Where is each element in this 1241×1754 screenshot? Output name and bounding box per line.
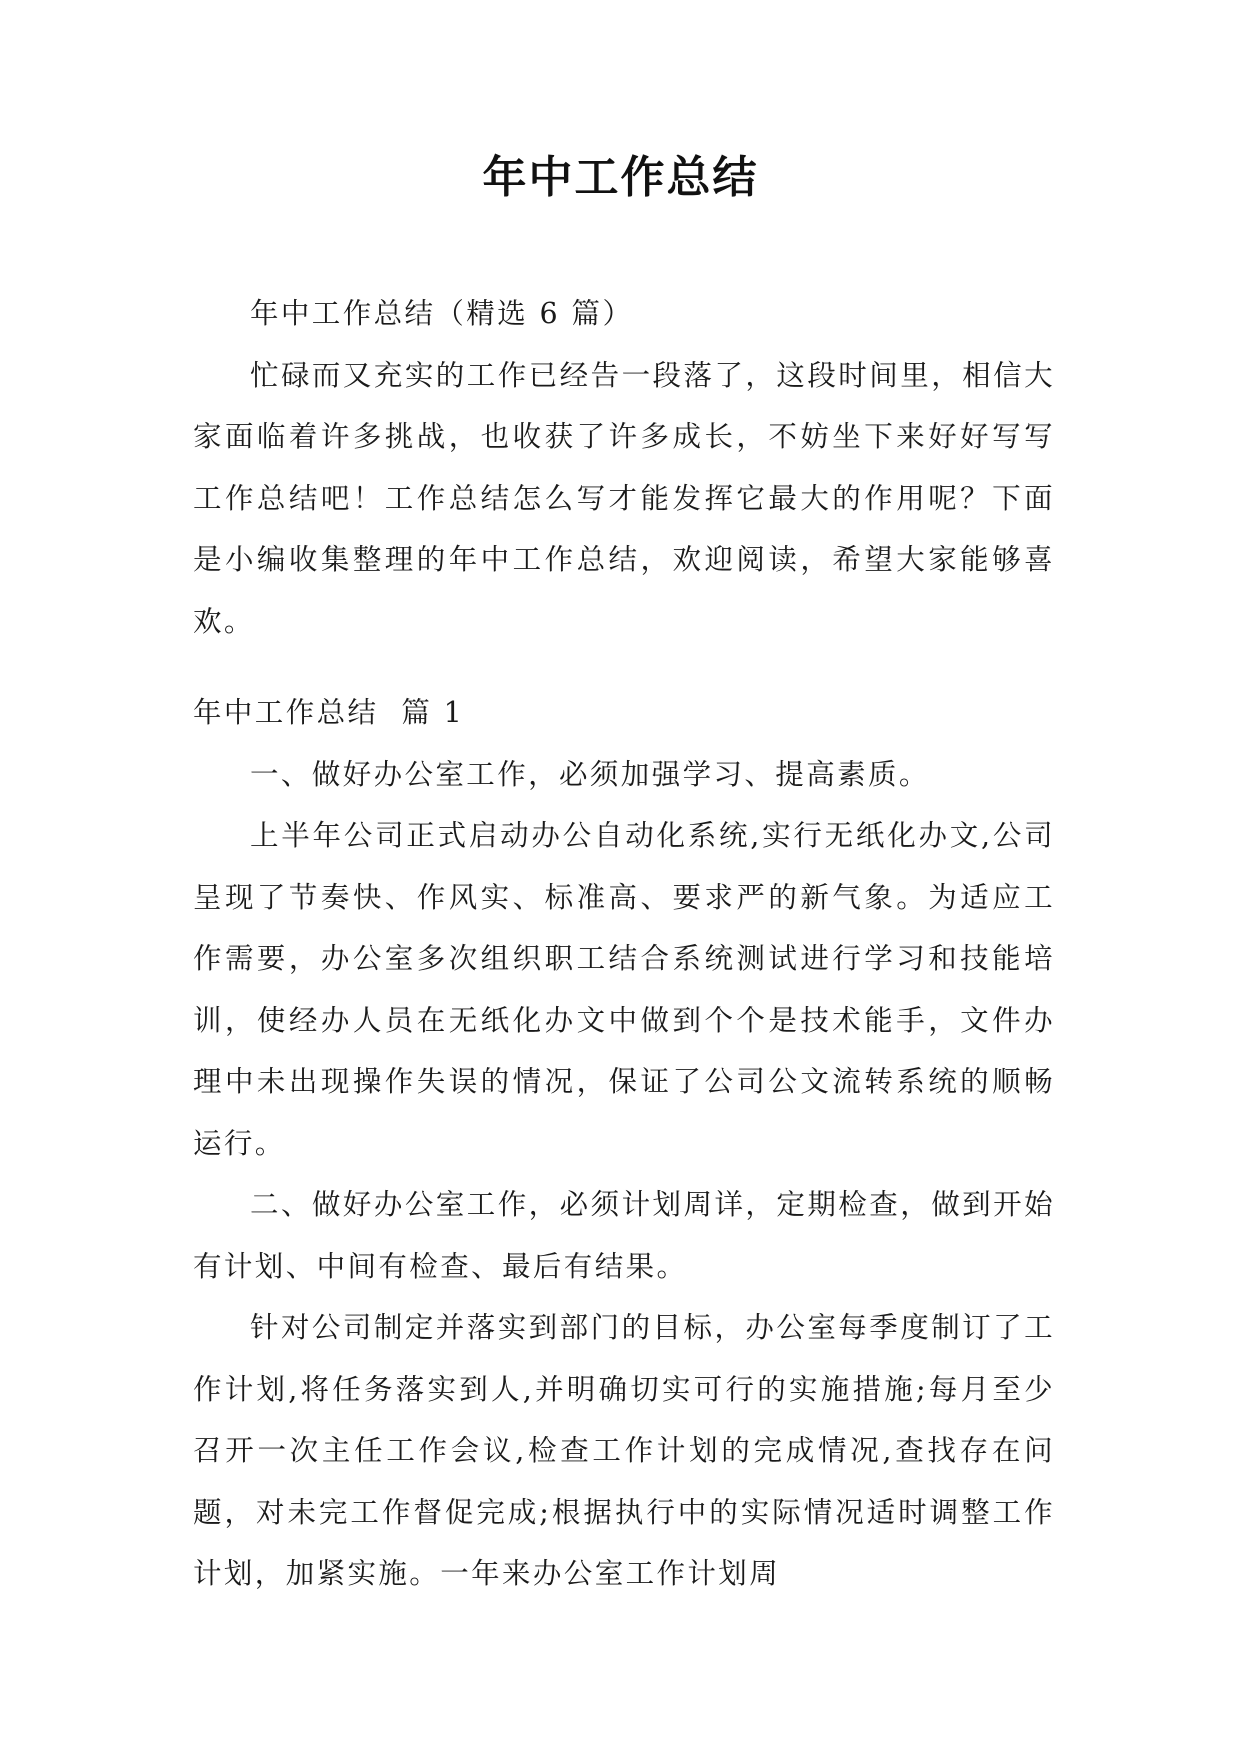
- intro-paragraph: 忙碌而又充实的工作已经告一段落了，这段时间里，相信大家面临着许多挑战，也收获了许多成长，不妨坐下来好好写写工作总结吧！工作总结怎么写才能发挥它最大的作用呢？下面是小编收集整理的年中工作总结，欢迎阅读，希望大家能够喜欢。: [193, 358, 1055, 638]
- intro-block: [193, 283, 1055, 652]
- document-subtitle: 年中工作总结（精选 6 篇）: [250, 297, 634, 330]
- document-title: 年中工作总结: [482, 152, 759, 203]
- section-1-paragraph: 一、做好办公室工作，必须加强学习、提高素质。: [250, 757, 930, 791]
- section-1: [193, 682, 1055, 1605]
- section-1-paragraph: 二、做好办公室工作，必须计划周详，定期检查，做到开始有计划、中间有检查、最后有结果。: [193, 1188, 1055, 1283]
- section-1-heading: 年中工作总结 篇 1: [193, 696, 465, 729]
- section-1-paragraph: 针对公司制定并落实到部门的目标，办公室每季度制订了工作计划,将任务落实到人,并明确切实可行的实施措施;每月至少召开一次主任工作会议,检查工作计划的完成情况,查找存在问题，对未完工作督促完成;根据执行中的实际情况适时调整工作计划，加紧实施。一年来办公室工作计划周: [193, 1311, 1055, 1590]
- section-1-paragraph: 上半年公司正式启动办公自动化系统,实行无纸化办文,公司呈现了节奏快、作风实、标准高、要求严的新气象。为适应工作需要，办公室多次组织职工结合系统测试进行学习和技能培训，使经办人员在无纸化办文中做到个个是技术能手，文件办理中未出现操作失误的情况，保证了公司公文流转系统的顺畅运行。: [193, 819, 1055, 1160]
